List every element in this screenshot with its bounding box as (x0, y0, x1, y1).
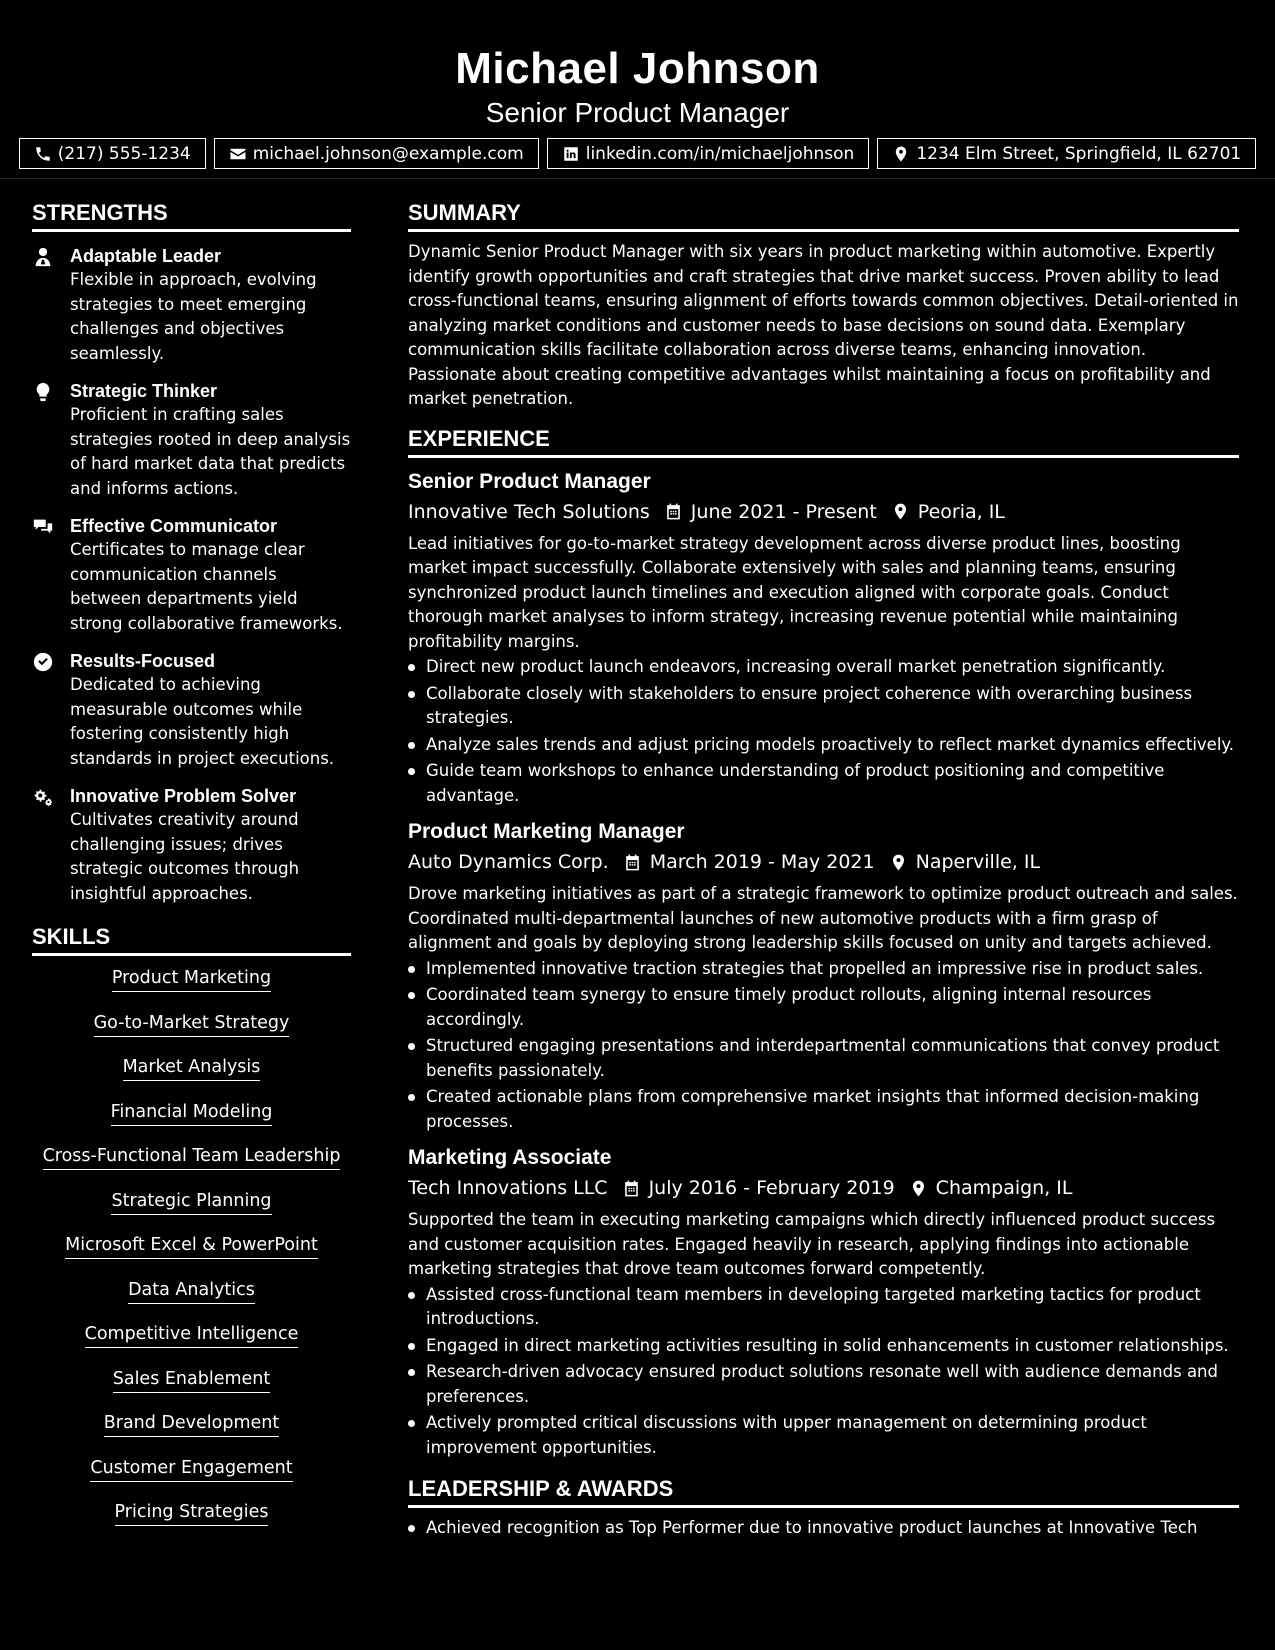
strength-item (32, 379, 351, 501)
job-meta (408, 1174, 1239, 1202)
strength-desc: Flexible in approach, evolving strategies to meet emerging challenges and objectives seamlessly. (70, 270, 317, 363)
right-column (408, 198, 1239, 1543)
map-pin-icon (889, 853, 908, 872)
job-title: Product Marketing Manager (408, 820, 685, 843)
candidate-name: Michael Johnson (455, 44, 820, 93)
linkedin-icon (562, 145, 580, 163)
strength-desc: Certificates to manage clear communication channels between departments yield strong collaborative frameworks. (70, 540, 343, 633)
job-dates: June 2021 - Present (690, 500, 877, 523)
strength-title: Strategic Thinker (70, 381, 218, 401)
job-description: Lead initiatives for go-to-market strategy development across diverse product lines, boosting market impact successfully. Collaborate extensively with sales and planning teams, ensuring synchronized product launch timelines and execution aligned with corporate goals. Conduct thorough market analyses to inform strategy, increasing revenue potential while maintaining profitability margins. (408, 533, 1181, 651)
envelope-icon (229, 145, 247, 163)
job-company: Auto Dynamics Corp. (408, 851, 609, 873)
leader-icon (32, 246, 54, 268)
skill-tag: Customer Engagement (90, 1456, 292, 1482)
job-location: Naperville, IL (915, 851, 1041, 873)
job-bullets (408, 957, 1239, 1135)
contact-bar (0, 138, 1275, 169)
job-title: Senior Product Manager (408, 469, 651, 493)
bullet-item: Analyze sales trends and adjust pricing models proactively to reflect market dynamics effectively. (408, 733, 1239, 758)
job-bullets (408, 1283, 1239, 1461)
map-pin-icon (909, 1179, 928, 1198)
job-entry (408, 818, 1239, 1134)
bullet-item: Created actionable plans from comprehensive market insights that informed decision-making processes. (408, 1085, 1239, 1134)
strengths-list (32, 244, 351, 906)
map-pin-icon (892, 145, 910, 163)
skill-tag: Competitive Intelligence (85, 1322, 299, 1348)
lightbulb-icon (32, 381, 54, 403)
job-dates: March 2019 - May 2021 (649, 851, 875, 873)
strength-item (32, 514, 351, 636)
calendar-icon (664, 502, 683, 521)
strength-title: Effective Communicator (70, 516, 278, 536)
strength-item (32, 784, 351, 906)
bullet-item: Guide team workshops to enhance understanding of product positioning and competitive advantage. (408, 759, 1239, 808)
skill-tag: Pricing Strategies (115, 1500, 269, 1526)
bullet-item: Structured engaging presentations and interdepartmental communications that convey product benefits passionately. (408, 1034, 1239, 1083)
left-column (32, 198, 351, 1545)
skills-list (32, 966, 351, 1545)
summary-heading: SUMMARY (408, 198, 1239, 232)
skill-tag: Data Analytics (128, 1278, 255, 1304)
contact-linkedin[interactable] (547, 138, 870, 169)
strength-desc: Proficient in crafting sales strategies rooted in deep analysis of hard market data that predicts and informs actions. (70, 405, 351, 498)
bullet-item: Implemented innovative traction strategies that propelled an impressive rise in product sales. (408, 957, 1239, 982)
calendar-icon (622, 1179, 641, 1198)
job-meta (408, 498, 1239, 526)
strength-item (32, 244, 351, 366)
strength-desc: Dedicated to achieving measurable outcomes while fostering consistently high standards in project executions. (70, 675, 335, 768)
map-pin-icon (891, 502, 910, 521)
phone-icon (34, 145, 52, 163)
skill-tag: Strategic Planning (111, 1189, 271, 1215)
job-meta (408, 848, 1239, 876)
strengths-heading: STRENGTHS (32, 198, 351, 232)
bullet-item: Research-driven advocacy ensured product solutions resonate well with audience demands and preferences. (408, 1360, 1239, 1409)
skill-tag: Go-to-Market Strategy (94, 1011, 290, 1037)
resume-header (0, 0, 1275, 169)
strength-item (32, 649, 351, 771)
job-location: Peoria, IL (917, 500, 1005, 523)
strength-desc: Cultivates creativity around challenging issues; drives strategic outcomes through insightful approaches. (70, 810, 300, 903)
job-description: Drove marketing initiatives as part of a strategic framework to optimize product outreach and sales. Coordinated multi-departmental launches of new automotive products with a firm grasp of alignment and goals by deploying strong leadership skills focused on unity and targets achieved. (408, 884, 1238, 952)
experience-heading: EXPERIENCE (408, 424, 1239, 458)
strength-title: Results-Focused (70, 651, 216, 671)
job-company: Tech Innovations LLC (408, 1177, 608, 1199)
awards-list (408, 1516, 1239, 1541)
bullet-item: Assisted cross-functional team members in developing targeted marketing tactics for product introductions. (408, 1283, 1239, 1332)
bullet-item: Direct new product launch endeavors, increasing overall market penetration significantly. (408, 655, 1239, 680)
job-location: Champaign, IL (935, 1177, 1073, 1199)
header-divider (0, 178, 1275, 179)
bullet-item: Collaborate closely with stakeholders to ensure project coherence with overarching business strategies. (408, 682, 1239, 731)
bullet-item: Engaged in direct marketing activities resulting in solid enhancements in customer relationships. (408, 1334, 1239, 1359)
awards-heading: LEADERSHIP & AWARDS (408, 1474, 1239, 1508)
email-text: michael.johnson@example.com (252, 143, 524, 164)
skill-tag: Product Marketing (112, 966, 271, 992)
award-item: Achieved recognition as Top Performer due to innovative product launches at Innovative Tech (408, 1516, 1239, 1541)
contact-address[interactable] (877, 138, 1256, 169)
contact-email[interactable] (214, 138, 539, 169)
skill-tag: Financial Modeling (111, 1100, 273, 1126)
job-dates: July 2016 - February 2019 (648, 1177, 895, 1199)
job-company: Innovative Tech Solutions (408, 500, 650, 523)
skill-tag: Brand Development (104, 1411, 280, 1437)
summary-text: Dynamic Senior Product Manager with six years in product marketing within automotive. Expertly identify growth opportunities and craft strategies that drive market success. Proven ability to lead cross-functional teams, ensuring alignment of efforts towards common objectives. Detail-oriented in analyzing market conditions and customer needs to base decisions on sound data. Exemplary communication skills facilitate collaboration across diverse teams, enhancing innovation. Passionate about creating competitive advantages whilst maintaining a focus on profitability and market penetration. (408, 242, 1239, 408)
linkedin-text: linkedin.com/in/michaeljohnson (585, 143, 855, 164)
check-circle-icon (32, 651, 54, 673)
strength-title: Adaptable Leader (70, 246, 222, 266)
strength-title: Innovative Problem Solver (70, 786, 297, 806)
comments-icon (32, 516, 54, 538)
job-entry (408, 468, 1239, 809)
skill-tag: Sales Enablement (113, 1367, 271, 1393)
phone-text: (217) 555-1234 (57, 143, 191, 164)
job-description: Supported the team in executing marketing campaigns which directly influenced product success and customer acquisition rates. Engaged heavily in research, applying findings into actionable marketing strategies that drove team outcomes forward competently. (408, 1210, 1216, 1278)
address-text: 1234 Elm Street, Springfield, IL 62701 (916, 143, 1242, 164)
bullet-item: Coordinated team synergy to ensure timely product rollouts, aligning internal resources accordingly. (408, 983, 1239, 1032)
job-title: Marketing Associate (408, 1146, 612, 1169)
skill-tag: Cross-Functional Team Leadership (43, 1144, 341, 1170)
job-entry (408, 1144, 1239, 1460)
job-bullets (408, 655, 1239, 808)
calendar-icon (623, 853, 642, 872)
skill-tag: Microsoft Excel & PowerPoint (65, 1233, 318, 1259)
bullet-item: Actively prompted critical discussions with upper management on determining product improvement opportunities. (408, 1411, 1239, 1460)
gears-icon (32, 786, 54, 808)
skills-heading: SKILLS (32, 922, 351, 956)
candidate-title: Senior Product Manager (485, 97, 790, 128)
skill-tag: Market Analysis (123, 1055, 261, 1081)
contact-phone[interactable] (19, 138, 206, 169)
